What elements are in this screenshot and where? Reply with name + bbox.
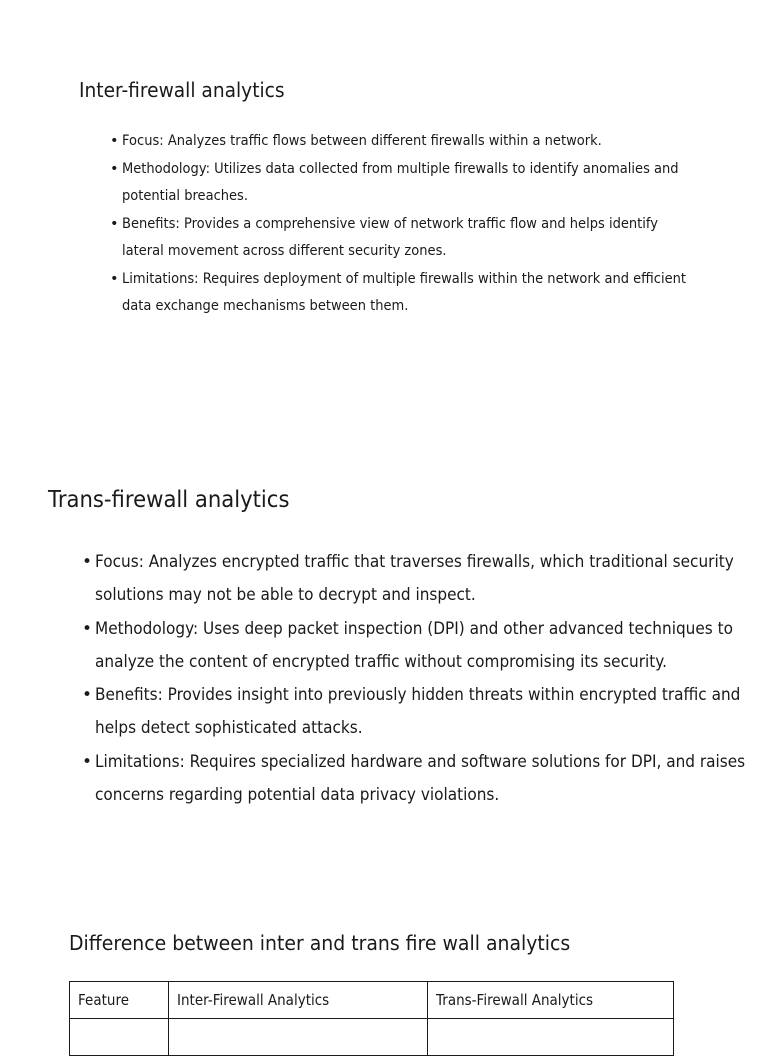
list-item	[82, 746, 768, 813]
list-item-text: Benefits: Provides a comprehensive view of network traffic flow and helps identify	[122, 215, 658, 232]
table-cell	[428, 1019, 674, 1056]
table-cell	[169, 1019, 428, 1056]
bullet-icon: •	[82, 552, 93, 572]
list-item-text: analyze the content of encrypted traffic without compromising its security.	[95, 651, 667, 672]
list-item	[110, 266, 749, 321]
bullet-icon: •	[82, 685, 93, 705]
list-item	[82, 546, 768, 613]
trans-firewall-heading: Trans-firewall analytics	[48, 487, 290, 513]
bullet-icon: •	[82, 618, 93, 639]
list-item-text: data exchange mechanisms between them.	[122, 298, 409, 314]
table-header-cell: Trans-Firewall Analytics	[428, 982, 674, 1019]
list-item	[82, 679, 768, 746]
bullet-icon: •	[110, 160, 119, 177]
list-item	[110, 156, 749, 211]
list-item-text: Limitations: Requires deployment of multiple firewalls within the network and efficient	[122, 270, 687, 287]
list-item	[110, 128, 749, 156]
list-item-text: Focus: Analyzes encrypted traffic that traverses firewalls, which traditional security	[95, 552, 734, 572]
table-row	[70, 1019, 674, 1056]
list-item-text: Methodology: Utilizes data collected from multiple firewalls to identify anomalies and	[122, 160, 679, 177]
bullet-icon: •	[110, 215, 119, 232]
list-item-text: concerns regarding potential data privacy violations.	[95, 784, 500, 805]
list-item-text: solutions may not be able to decrypt and inspect.	[95, 585, 476, 606]
bullet-icon: •	[110, 133, 119, 149]
table-cell	[70, 1019, 169, 1056]
table-header-row	[70, 982, 674, 1019]
inter-firewall-list	[110, 128, 749, 321]
list-item-text: Benefits: Provides insight into previously hidden threats within encrypted traffic and	[95, 685, 741, 705]
table-header-cell: Feature	[70, 982, 169, 1019]
list-item	[82, 613, 768, 680]
comparison-table	[69, 981, 674, 1056]
table-header-cell: Inter-Firewall Analytics	[169, 982, 428, 1019]
inter-firewall-heading: Inter-firewall analytics	[79, 78, 285, 102]
list-item-text: helps detect sophisticated attacks.	[95, 718, 363, 739]
list-item-text: Focus: Analyzes traffic flows between different firewalls within a network.	[122, 133, 602, 149]
list-item-text: lateral movement across different security zones.	[122, 243, 447, 259]
list-item-text: Limitations: Requires specialized hardware and software solutions for DPI, and raises	[95, 751, 746, 772]
trans-firewall-list	[82, 546, 768, 812]
list-item-text: potential breaches.	[122, 188, 249, 204]
bullet-icon: •	[82, 751, 93, 772]
list-item-text: Methodology: Uses deep packet inspection (DPI) and other advanced techniques to	[95, 618, 733, 639]
bullet-icon: •	[110, 270, 119, 287]
difference-heading: Difference between inter and trans fire wall analytics	[69, 931, 571, 955]
list-item	[110, 211, 749, 266]
